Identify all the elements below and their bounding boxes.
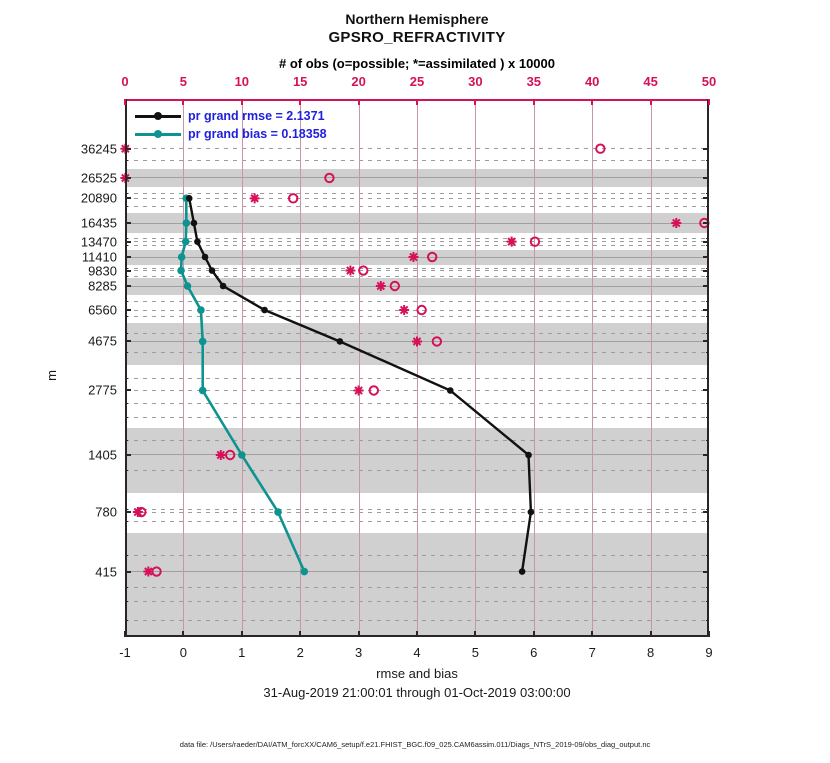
rmse-line [189,198,531,571]
right-tick [703,454,709,456]
left-minor-tick [125,206,128,207]
bottom-axis-tick-label: 6 [530,645,538,660]
assimilated-obs-asterisk [399,305,409,315]
assimilated-obs-asterisk [671,218,681,228]
left-tick [125,256,131,258]
bias-point [182,238,190,246]
bottom-tick [708,631,710,637]
left-minor-tick [125,403,128,404]
left-minor-tick [125,601,128,602]
top-axis-tick-label: 20 [351,74,366,89]
bottom-tick [299,631,301,637]
left-minor-tick [125,352,128,353]
bottom-axis-tick-label: -1 [119,645,131,660]
right-tick [703,256,709,258]
left-minor-tick [125,276,128,277]
rmse-point [191,220,198,227]
bias-point [199,387,207,395]
plot-area [125,99,709,637]
left-spine [125,99,127,637]
left-tick [125,241,131,243]
bottom-axis-tick-label: 9 [705,645,713,660]
bottom-axis-tick-label: 2 [296,645,304,660]
rmse-point [186,195,193,202]
top-axis-tick-label: 35 [526,74,542,89]
y-axis-tick-label: 8285 [88,278,117,294]
right-tick [703,222,709,224]
possible-obs-circle [433,337,441,345]
bias-point [199,338,207,346]
rmse-point [337,338,344,345]
top-tick [533,99,535,105]
series-layer [125,99,709,637]
left-minor-tick [125,268,128,269]
bias-point [274,508,282,516]
right-minor-tick [706,245,709,246]
chart-subtitle: GPSRO_REFRACTIVITY [328,29,506,46]
left-minor-tick [125,193,128,194]
right-tick [703,177,709,179]
y-axis-tick-label: 4675 [88,333,117,349]
legend-label-rmse: pr grand rmse = 2.1371 [188,109,325,123]
left-minor-tick [125,440,128,441]
bias-point [300,568,308,576]
right-tick [703,285,709,287]
top-axis-tick-label: 0 [121,74,129,89]
left-minor-tick [125,417,128,418]
right-tick [703,148,709,150]
assimilated-obs-asterisk [408,252,418,262]
left-tick [125,222,131,224]
top-tick [299,99,301,105]
y-axis-tick-label: 16435 [80,215,117,231]
bottom-tick [182,631,184,637]
bottom-tick [358,631,360,637]
right-tick [703,309,709,311]
right-minor-tick [706,620,709,621]
left-tick [125,511,131,513]
left-tick [125,454,131,456]
left-tick [125,177,131,179]
top-axis-tick-label: 50 [701,74,717,89]
right-minor-tick [706,555,709,556]
y-axis-tick-label: 780 [95,504,117,520]
left-minor-tick [125,333,128,334]
rmse-point [194,238,201,245]
left-minor-tick [125,245,128,246]
bottom-axis-tick-label: 5 [471,645,480,660]
right-minor-tick [706,268,709,269]
left-minor-tick [125,160,128,161]
y-axis-tick-label: 1405 [88,447,117,463]
rmse-point [447,387,454,394]
right-minor-tick [706,238,709,239]
y-axis-tick-label: 2775 [88,382,117,398]
left-tick [125,285,131,287]
bias-point [197,306,205,314]
top-tick [416,99,418,105]
possible-obs-circle [325,174,333,182]
assimilated-obs-asterisk [507,237,517,247]
rmse-point [220,283,227,290]
top-axis-tick-label: 45 [643,74,658,89]
top-tick [358,99,360,105]
legend-row-bias [135,125,327,143]
left-minor-tick [125,470,128,471]
possible-obs-circle [531,237,539,245]
left-tick [125,389,131,391]
bottom-axis-tick-label: 4 [413,645,421,660]
y-axis-tick-label: 36245 [80,141,117,157]
bias-point [177,267,185,275]
legend-line-sample-rmse [135,115,181,118]
rmse-point [209,267,216,274]
top-axis-tick-label: 40 [584,74,600,89]
bottom-axis-label: rmse and bias [376,666,458,681]
y-axis-tick-label: 415 [95,564,117,580]
bias-point [178,253,186,261]
right-minor-tick [706,470,709,471]
right-minor-tick [706,316,709,317]
left-tick [125,340,131,342]
possible-obs-circle [417,306,425,314]
right-tick [703,511,709,513]
left-minor-tick [125,378,128,379]
right-tick [703,571,709,573]
right-minor-tick [706,333,709,334]
legend-label-bias: pr grand bias = 0.18358 [188,127,327,141]
top-axis-tick-label: 15 [292,74,308,89]
rmse-point [202,254,209,261]
right-tick [703,241,709,243]
bottom-tick [241,631,243,637]
possible-obs-circle [596,145,604,153]
left-tick [125,148,131,150]
top-axis-tick-label: 25 [409,74,425,89]
right-minor-tick [706,440,709,441]
bias-point [183,219,191,227]
legend-row-rmse [135,107,327,125]
possible-obs-circle [370,386,378,394]
possible-obs-circle [359,266,367,274]
bottom-tick [533,631,535,637]
possible-obs-circle [428,253,436,261]
rmse-point [525,452,532,459]
left-minor-tick [125,620,128,621]
data-file-path: data file: /Users/raeder/DAI/ATM_forcXX/CAM6_setup/f.e21.FHIST_BGC.f09_025.CAM6assim.011/Diags_NTrS_2019-09/obs_diag_output.nc [179,740,651,749]
left-minor-tick [125,521,128,522]
chart-title: Northern Hemisphere [345,11,489,27]
left-tick [125,571,131,573]
legend-line-sample-bias [135,133,181,136]
left-tick [125,197,131,199]
assimilated-obs-asterisk [345,266,355,276]
right-minor-tick [706,417,709,418]
right-tick [703,270,709,272]
right-minor-tick [706,301,709,302]
legend-marker-bias [154,130,162,138]
y-axis-tick-label: 11410 [81,249,117,265]
y-axis-tick-label: 20890 [80,190,117,206]
top-tick [124,99,126,105]
assimilated-obs-asterisk [216,450,226,460]
possible-obs-circle [289,194,297,202]
right-minor-tick [706,276,709,277]
rmse-point [261,307,268,314]
right-minor-tick [706,587,709,588]
left-minor-tick [125,509,128,510]
right-minor-tick [706,403,709,404]
top-tick [182,99,184,105]
assimilated-obs-asterisk [412,336,422,346]
top-tick [708,99,710,105]
assimilated-obs-asterisk [376,281,386,291]
right-minor-tick [706,160,709,161]
y-axis-label: m [43,370,59,381]
left-minor-tick [125,555,128,556]
top-tick [591,99,593,105]
right-tick [703,197,709,199]
bottom-axis-tick-label: 3 [354,645,363,660]
left-minor-tick [125,587,128,588]
right-minor-tick [706,352,709,353]
bottom-tick [650,631,652,637]
bias-point [238,451,246,459]
right-minor-tick [706,206,709,207]
possible-obs-circle [391,282,399,290]
rmse-point [528,509,535,516]
right-minor-tick [706,193,709,194]
y-axis-tick-label: 6560 [88,302,117,318]
bottom-axis-tick-label: 7 [588,645,596,660]
left-tick [125,270,131,272]
bottom-tick [591,631,593,637]
top-axis-tick-label: 10 [234,74,250,89]
top-axis-tick-label: 5 [179,74,188,89]
left-tick [125,309,131,311]
bottom-axis-tick-label: 0 [179,645,188,660]
right-minor-tick [706,509,709,510]
left-minor-tick [125,301,128,302]
right-minor-tick [706,378,709,379]
possible-obs-circle [152,567,160,575]
left-minor-tick [125,316,128,317]
y-axis-tick-label: 9830 [88,263,117,278]
bottom-axis-tick-label: 8 [646,645,655,660]
y-axis-tick-label: 26525 [80,170,117,186]
bottom-axis-tick-label: 1 [238,645,246,660]
top-axis-label: # of obs (o=possible; *=assimilated ) x 10000 [279,56,555,71]
right-spine [707,99,709,637]
top-tick [241,99,243,105]
bias-line [181,198,304,571]
right-tick [703,340,709,342]
rmse-point [519,568,526,575]
right-tick [703,389,709,391]
bottom-tick [416,631,418,637]
date-range-text: 31-Aug-2019 21:00:01 through 01-Oct-2019 03:00:00 [263,685,571,700]
y-axis-tick-label: 13470 [80,234,117,250]
assimilated-obs-asterisk [354,385,364,395]
bottom-tick [474,631,476,637]
right-minor-tick [706,601,709,602]
legend [135,107,327,143]
possible-obs-circle [226,451,234,459]
left-minor-tick [125,238,128,239]
legend-marker-rmse [154,112,162,120]
bias-point [184,282,192,290]
top-tick [650,99,652,105]
top-tick [474,99,476,105]
right-minor-tick [706,521,709,522]
bottom-tick [124,631,126,637]
top-axis-tick-label: 30 [468,74,483,89]
assimilated-obs-asterisk [250,193,260,203]
